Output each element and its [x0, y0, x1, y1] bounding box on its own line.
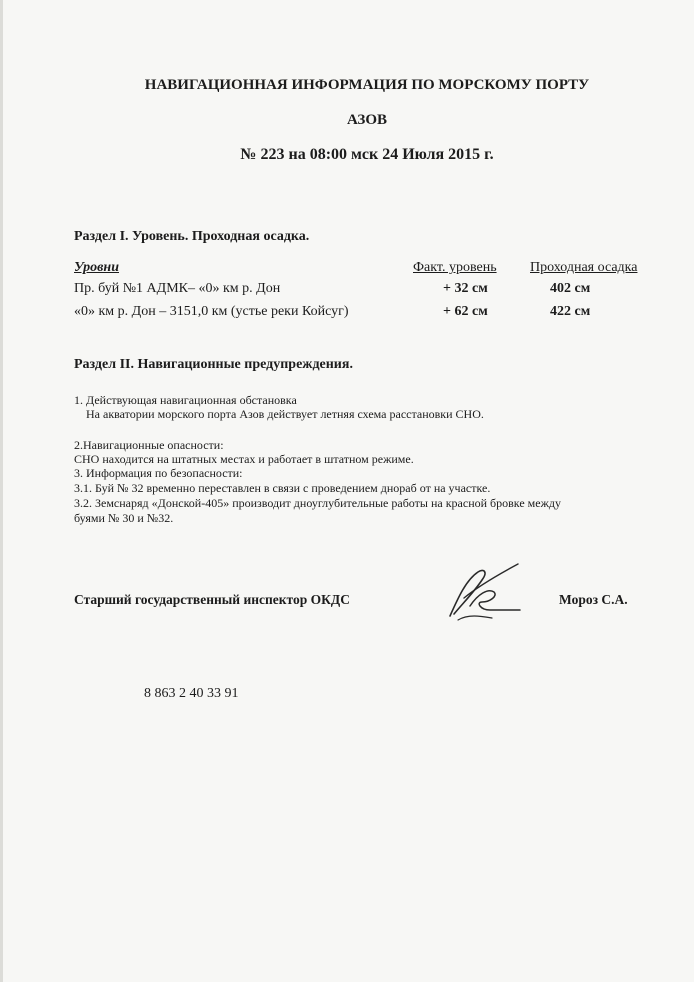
header-line-3: № 223 на 08:00 мск 24 Июля 2015 г.: [240, 146, 494, 163]
note-line: 3.2. Земснаряд «Донской-405» производит дноуглубительные работы на красной бровке между: [74, 496, 561, 510]
note-line: СНО находится на штатных местах и работает в штатном режиме.: [74, 452, 414, 466]
signature-row: [74, 592, 644, 612]
section-1-title: Раздел I. Уровень. Проходная осадка.: [74, 229, 310, 244]
phone-number: 8 863 2 40 33 91: [144, 686, 239, 701]
table-row: [74, 304, 659, 322]
note-line: На акватории морского порта Азов действует летняя схема расстановки СНО.: [74, 407, 484, 421]
note-line: 3.1. Буй № 32 временно переставлен в связи с проведением днораб от на участке.: [74, 481, 491, 495]
handwritten-signature-icon: [444, 558, 524, 624]
table-row: [74, 281, 659, 299]
note-line: 3. Информация по безопасности:: [74, 466, 243, 480]
row-name: «0» км р. Дон – 3151,0 км (устье реки Койсуг): [74, 304, 349, 319]
row-name: Пр. буй №1 АДМК– «0» км р. Дон: [74, 281, 281, 296]
row-passage: 402 см: [550, 281, 591, 296]
scan-edge: [0, 0, 3, 982]
note-line: 2.Навигационные опасности:: [74, 438, 224, 452]
row-fact: + 62 см: [443, 304, 488, 319]
column-fact: Факт. уровень: [413, 260, 497, 275]
signer-name: Мороз С.А.: [559, 592, 628, 607]
column-passage: Проходная осадка: [530, 260, 638, 275]
section-2-title: Раздел II. Навигационные предупреждения.: [74, 357, 353, 372]
row-passage: 422 см: [550, 304, 591, 319]
note-line: 1. Действующая навигационная обстановка: [74, 393, 297, 407]
table-header-row: [74, 260, 659, 278]
column-levels: Уровни: [74, 260, 119, 275]
signer-title: Старший государственный инспектор ОКДС: [74, 592, 350, 607]
header-line-1: НАВИГАЦИОННАЯ ИНФОРМАЦИЯ ПО МОРСКОМУ ПОРТУ: [144, 77, 590, 93]
header-line-2: АЗОВ: [346, 112, 388, 128]
row-fact: + 32 см: [443, 281, 488, 296]
note-line: буями № 30 и №32.: [74, 511, 174, 525]
